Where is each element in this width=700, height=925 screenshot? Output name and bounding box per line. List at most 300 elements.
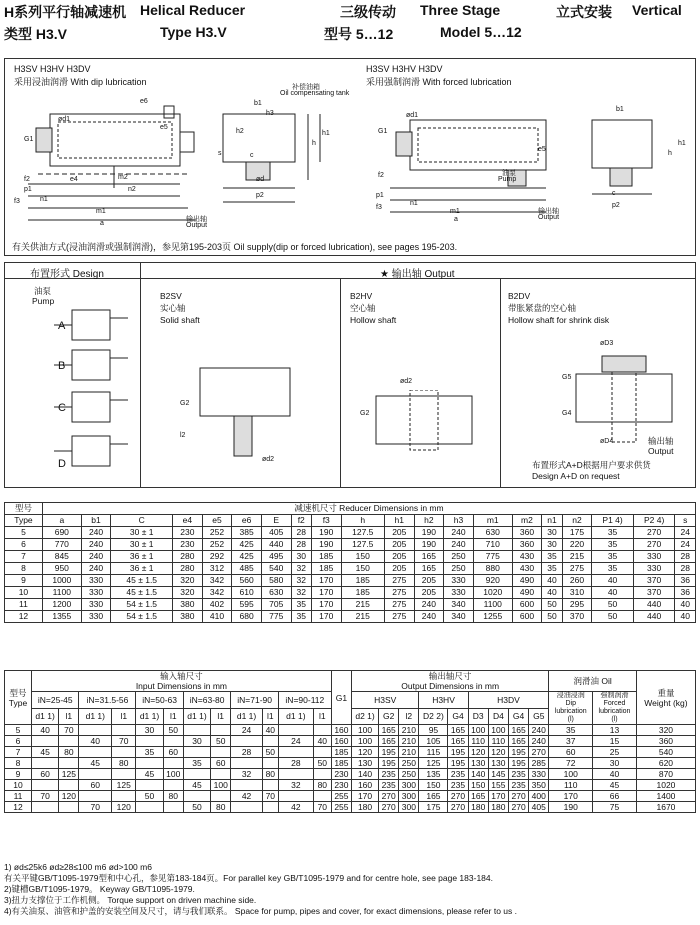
t2-cell: 8 [5,758,32,769]
t1-cell: 270 [633,539,675,551]
t1-cell: 35 [291,611,311,623]
t2-cell: 7 [5,747,32,758]
t2-cell: 100 [163,769,183,780]
t2-cell [163,736,183,747]
t2-cell [211,725,231,736]
t2-cell: 170 [549,791,593,802]
t2-sub-l1: l1 [112,708,136,725]
t2-cell [278,725,313,736]
right-dimension-drawing [370,84,670,234]
t1-cell: 170 [311,611,341,623]
t2-cell [183,747,210,758]
t2-cell [231,802,262,813]
t2-cell: 235 [448,769,468,780]
t2-cell: 50 [262,747,278,758]
t2-cell: 155 [488,780,508,791]
header-series-cn: H系列平行轴减速机 [4,4,127,20]
t1-col-header: P2 4) [633,515,675,527]
t2-cell: 175 [419,802,448,813]
t1-cell: 270 [633,527,675,539]
t2-cell: 235 [379,780,399,791]
t2-cell [32,780,59,791]
t1-cell: 360 [512,527,542,539]
t2-cell: 1020 [636,780,695,791]
header-mount-en: Vertical [632,2,682,18]
t2-output-group: H3DV [468,692,549,709]
t2-cell: 72 [549,758,593,769]
header-type-cn: 类型 H3.V [4,26,68,42]
t1-col-header: a [42,515,81,527]
t2-cell: 80 [211,802,231,813]
t2-cell: 80 [313,780,331,791]
t2-cell: 66 [593,791,637,802]
t1-cell: 920 [473,575,512,587]
t1-cell: 310 [562,587,592,599]
t2-cell [163,802,183,813]
t1-cell: 12 [5,611,43,623]
t1-row [5,587,696,599]
t2-cell: 195 [508,758,528,769]
t2-dip-text: 浸油浸润 [556,692,585,699]
t1-col-header: h [341,515,384,527]
t2-weight-en: Weight (kg) [644,697,688,708]
t1-cell: 275 [384,575,414,587]
t2-output-en: Output Dimensions in mm [401,681,500,691]
t1-cell: 275 [384,611,414,623]
t1-cell: 240 [414,611,444,623]
t2-cell: 45 [593,780,637,791]
t2-cell: 120 [59,791,79,802]
t2-cell: 30 [136,725,163,736]
t2-cell: 24 [231,725,262,736]
t1-cell: 5 [5,527,43,539]
t2-cell: 130 [468,758,488,769]
reducer-dimensions-table [4,502,696,623]
design-pump-cn: 油泵 [34,286,52,296]
hollow-bore [410,390,438,450]
t2-cell: 210 [399,747,419,758]
t2-cell [163,780,183,791]
t2-output-col: G5 [529,708,549,725]
t1-cell: 40 [542,575,562,587]
t2-cell: 330 [529,769,549,780]
b2hv-dim-g2: G2 [360,410,370,417]
t1-col-header: E [261,515,291,527]
b2dv-dim-d4: øD4 [600,438,614,445]
t1-cell: 30 [542,539,562,551]
t2-cell [183,791,210,802]
t1-cell: 185 [341,575,384,587]
t2-cell: 270 [448,802,468,813]
t1-col-header: e6 [232,515,262,527]
t2-cell: 45 [136,769,163,780]
t1-cell: 410 [202,611,232,623]
t1-cell: 205 [384,551,414,563]
t2-cell: 35 [549,725,593,736]
t2-cell: 9 [5,769,32,780]
t2-cell [32,736,59,747]
t2-cell: 5 [5,725,32,736]
t1-cell: 342 [202,575,232,587]
t1-cell: 425 [232,551,262,563]
t1-cell: 775 [473,551,512,563]
t2-cell: 235 [508,780,528,791]
b2dv-dim-g4: G4 [562,410,572,417]
t2-cell [262,736,278,747]
t2-cell: 165 [419,791,448,802]
t1-cell: 50 [592,611,634,623]
t1-cell: 35 [542,563,562,575]
t1-cell: 127.5 [341,527,384,539]
t2-cell [231,736,262,747]
output-label-cn-left: 输出轴 [186,216,207,223]
oil-supply-note: 有关供油方式(浸油润滑或强制润滑)，参见第195-203页 Oil supply(dip or forced lubrication), see pages 195-203. [12,242,458,252]
t2-g1: G1 [331,671,351,725]
t2-cell [79,769,112,780]
t1-cell: 380 [173,599,203,611]
t1-cell: 28 [291,527,311,539]
t2-output-col: G4 [508,708,528,725]
t2-cell: 255 [331,802,351,813]
output-shaft-right [610,168,632,186]
t2-cell: 300 [399,802,419,813]
t1-cell: 240 [81,527,111,539]
t2-cell [59,758,79,769]
t1-cell: 680 [232,611,262,623]
t1-cell: 330 [81,599,111,611]
t1-cell: 250 [444,551,474,563]
t2-cell: 80 [59,747,79,758]
t1-cell: 190 [414,527,444,539]
t1-cell: 595 [232,599,262,611]
t2-cell: 195 [379,747,399,758]
t1-cell: 402 [202,599,232,611]
b2sv-drawing [190,360,300,470]
t2-row [5,802,696,813]
dim-d1-right: ød1 [406,112,419,119]
t2-cell: 130 [488,758,508,769]
t1-cell: 710 [473,539,512,551]
t2-cell: 360 [636,736,695,747]
t2-output-col: G2 [379,708,399,725]
design-letter-a: A [58,320,66,332]
dim-h1-right: h1 [678,140,686,147]
t2-cell [313,747,331,758]
t1-cell: 205 [414,587,444,599]
t1-cell: 40 [542,587,562,599]
t1-cell: 770 [42,539,81,551]
t1-cell: 170 [311,587,341,599]
t2-cell: 115 [419,747,448,758]
t2-cell [278,769,313,780]
t2-cell: 50 [163,725,183,736]
t2-cell: 60 [549,747,593,758]
t1-cell: 330 [81,587,111,599]
t1-cell: 312 [202,563,232,575]
output-column-divider-2 [500,278,501,488]
oil-tank-left [164,106,174,118]
t2-sub-l1: l1 [262,708,278,725]
t2-output-col: D3 [468,708,488,725]
t2-cell: 70 [59,725,79,736]
t2-output-header [352,671,549,692]
t1-col-header: s [675,515,696,527]
b2sv-dim-d2: ød2 [262,456,275,463]
b2sv-dim-l2: l2 [180,432,186,439]
t2-cell: 13 [593,725,637,736]
footnote-4: 4)有关油泵、油管和护盖的安装空间及尺寸，请与我们联系。 Space for pump, pipes and cover, for exact dimensions, please refer to us . [4,906,517,916]
t2-cell: 60 [32,769,59,780]
t2-cell: 45 [79,758,112,769]
t2-cell: 405 [529,802,549,813]
t2-output-cn: 输出轴尺寸 [428,671,472,681]
t1-cell: 240 [444,539,474,551]
oil-tank-label-en: Oil compensating tank [280,90,350,97]
t1-cell: 220 [562,539,592,551]
t1-col-header: C [111,515,173,527]
t1-cell: 35 [542,551,562,563]
t2-cell: 100 [488,725,508,736]
t1-col-header: P1 4) [592,515,634,527]
t2-output-col: d2 1) [352,708,379,725]
t1-cell: 240 [81,539,111,551]
t2-corner-en: Type [8,697,28,708]
t2-cell: 110 [549,780,593,791]
dim-b1-right: b1 [616,106,624,113]
dim-e4-left: e4 [70,176,78,183]
dim-h3-left: h3 [266,110,274,117]
left-dimension-drawing [8,84,348,234]
t1-cell: 440 [633,599,675,611]
design-arrangements [14,290,134,480]
t1-cell: 385 [232,527,262,539]
t2-cell: 80 [262,769,278,780]
t2-cell: 270 [529,747,549,758]
t2-cell [112,791,136,802]
dim-p2-left: p2 [256,192,264,199]
t2-cell: 40 [79,736,112,747]
t2-cell: 120 [112,802,136,813]
header-series-en: Helical Reducer [140,2,246,18]
t1-cell: 185 [311,563,341,575]
t2-cell: 270 [508,802,528,813]
dim-a-left: a [100,220,104,227]
t2-cell: 120 [488,747,508,758]
t2-output-col: D2 2) [419,708,448,725]
t2-cell: 300 [399,791,419,802]
dim-e5-right: e5 [538,146,546,153]
shrink-disk [602,356,646,372]
t1-cell: 775 [261,611,291,623]
design-letter-c: C [58,402,66,414]
t2-cell [183,769,210,780]
t1-cell: 630 [473,527,512,539]
dim-p1-right: p1 [376,192,384,199]
t2-cell: 100 [211,780,231,791]
reducer-side-left [223,114,295,162]
t1-cell: 280 [173,563,203,575]
t1-cell: 330 [633,563,675,575]
t1-cell: 190 [311,527,341,539]
t2-cell: 28 [231,747,262,758]
t2-cell: 165 [508,725,528,736]
t2-sub-l1: l1 [59,708,79,725]
dim-f2-left: f2 [24,176,30,183]
t2-cell: 145 [488,769,508,780]
dim-p1-left: p1 [24,186,32,193]
t1-cell: 170 [311,575,341,587]
t1-cell: 430 [512,551,542,563]
header-model-cn: 型号 5…12 [324,26,394,42]
t2-row [5,725,696,736]
output-label-en-right: Output [538,214,560,221]
t2-row [5,769,696,780]
b2dv-cn: 带胀紧盘的空心轴 [508,303,577,313]
t1-cell: 9 [5,575,43,587]
t1-cell: 380 [173,611,203,623]
t1-cell: 440 [261,539,291,551]
b2dv-note-cn: 布置形式A+D根据用户要求供货 [532,460,651,470]
t1-row [5,551,696,563]
dim-g1-right: G1 [378,128,388,135]
left-drawing-subtitle: 采用浸油润滑 With dip lubrication [14,77,147,87]
t2-sub-d1: d1 1) [32,708,59,725]
t2-cell: 140 [352,769,379,780]
t2-cell: 75 [593,802,637,813]
t1-col-header: m1 [473,515,512,527]
t2-cell: 40 [262,725,278,736]
t2-row [5,747,696,758]
t1-col-header: f3 [311,515,341,527]
t2-cell: 80 [112,758,136,769]
t2-sub-d1: d1 1) [278,708,313,725]
t2-cell: 165 [448,736,468,747]
t2-cell: 165 [508,736,528,747]
t2-cell: 160 [331,725,351,736]
t1-cell: 240 [414,599,444,611]
t1-cell: 252 [202,539,232,551]
t1-cell: 280 [173,551,203,563]
t2-sub-d1: d1 1) [183,708,210,725]
t2-cell: 150 [468,780,488,791]
t2-input-cn: 输入轴尺寸 [160,671,203,681]
t2-cell: 250 [399,758,419,769]
t2-cell: 870 [636,769,695,780]
t2-cell: 35 [183,758,210,769]
t2-cell: 100 [549,769,593,780]
dim-h-right: h [668,150,672,157]
t1-cell: 275 [562,563,592,575]
t1-cell: 1100 [42,587,81,599]
t1-cell: 1200 [42,599,81,611]
t1-cell: 45 ± 1.5 [111,575,173,587]
t2-cell: 125 [419,758,448,769]
b2dv-output-en: Output [648,446,674,456]
header-line-1 [4,2,700,20]
t2-cell: 70 [112,736,136,747]
t2-cell: 285 [529,758,549,769]
t2-cell: 195 [448,758,468,769]
t2-sub-d1: d1 1) [136,708,163,725]
t2-cell: 70 [313,802,331,813]
t1-cell: 240 [81,563,111,575]
t2-cell [262,802,278,813]
t2-cell: 30 [593,758,637,769]
t1-col-header: b1 [81,515,111,527]
dim-n1-right: n1 [410,200,418,207]
dim-e5-left: e5 [160,124,168,131]
t1-cell: 24 [675,527,696,539]
t1-cell: 24 [675,539,696,551]
t2-cell: 15 [593,736,637,747]
t1-col-header: n1 [542,515,562,527]
t2-cell: 185 [331,747,351,758]
t1-cell: 275 [384,587,414,599]
t1-cell: 190 [414,539,444,551]
t2-cell [313,791,331,802]
t1-cell: 11 [5,599,43,611]
t1-cell: 175 [562,527,592,539]
header-stage-en: Three Stage [420,2,501,18]
t1-cell: 360 [512,539,542,551]
t1-cell: 1000 [42,575,81,587]
t1-cell: 330 [81,575,111,587]
t2-cell [211,747,231,758]
dim-h2-left: h2 [236,128,244,135]
b2dv-code: B2DV [508,291,531,301]
dim-d1-left: ød1 [58,116,71,123]
t2-cell: 150 [419,780,448,791]
b2hv-cn: 空心轴 [350,303,376,313]
footnote-1: 1) ød≤25k6 ød≥28≤100 m6 ød>100 m6 [4,862,152,872]
t2-input-en: Input Dimensions in mm [135,681,227,691]
dim-g1-left: G1 [24,136,34,143]
t1-cell: 205 [384,563,414,575]
t2-cell: 32 [231,769,262,780]
t1-cell: 342 [202,587,232,599]
t2-cell: 235 [379,769,399,780]
t1-cell: 10 [5,587,43,599]
t2-row [5,791,696,802]
t1-cell: 330 [81,611,111,623]
t2-cell: 45 [183,780,210,791]
t2-cell [136,802,163,813]
t2-cell: 195 [508,747,528,758]
t2-cell [183,725,210,736]
t2-sub-l1: l1 [163,708,183,725]
output-label-cn-right: 输出轴 [538,208,559,215]
t2-output-group: H3HV [419,692,468,709]
t2-range-header: iN=25-45 [32,692,79,709]
t1-cell: 495 [261,551,291,563]
t1-col-header: n2 [562,515,592,527]
b2dv-dim-g5: G5 [562,374,572,381]
t1-cell: 205 [384,527,414,539]
t2-cell: 70 [32,791,59,802]
t2-cell: 270 [448,791,468,802]
t2-cell [32,758,59,769]
t2-cell [262,758,278,769]
t2-forced-text: 强制润滑 [600,692,629,699]
t2-cell: 50 [136,791,163,802]
t1-cell: 36 [675,575,696,587]
t1-cell: 370 [633,587,675,599]
t1-row [5,575,696,587]
t2-cell: 170 [352,791,379,802]
t1-cell: 8 [5,563,43,575]
t2-cell [313,725,331,736]
t1-cell: 7 [5,551,43,563]
